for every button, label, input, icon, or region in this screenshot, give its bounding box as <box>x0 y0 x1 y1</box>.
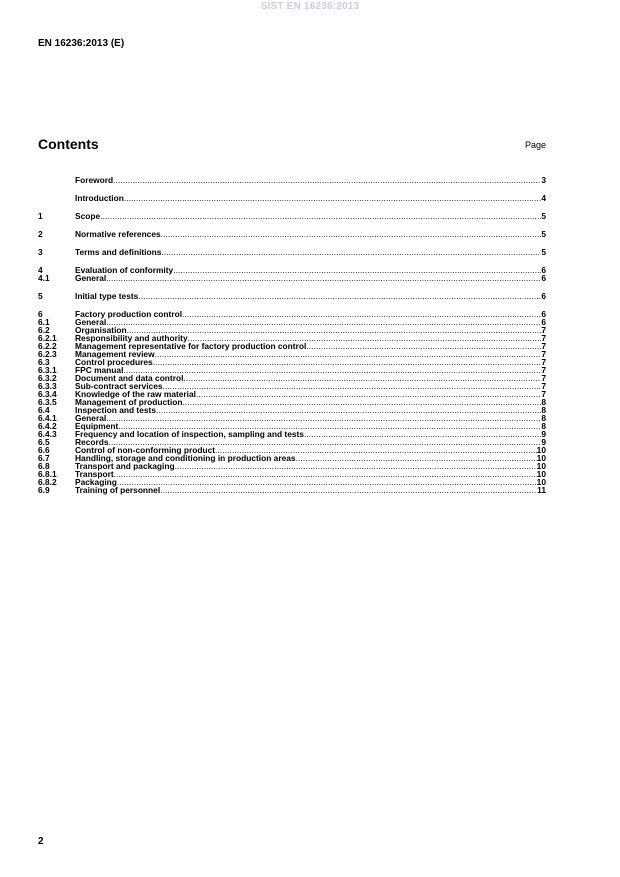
toc-entry-title: Transport and packaging <box>75 461 175 471</box>
toc-entry-page: 7 <box>541 381 546 391</box>
toc-entry-number: 6.3.1 <box>38 365 57 375</box>
document-id-header: EN 16236:2013 (E) <box>38 38 125 49</box>
toc-entry[interactable] <box>38 462 546 470</box>
toc-entry[interactable] <box>38 430 546 438</box>
toc-entry-page: 6 <box>541 265 546 275</box>
contents-heading: Contents <box>38 136 99 152</box>
toc-entry-page: 10 <box>536 445 546 455</box>
toc-entry-title: Equipment <box>75 421 119 431</box>
toc-entry[interactable] <box>38 266 546 274</box>
toc-entry-title: Scope <box>75 211 101 221</box>
toc-entry-page: 11 <box>537 485 546 495</box>
toc-entry-title: General <box>75 317 107 327</box>
toc-dot-leader <box>173 266 541 274</box>
toc-entry-title: Packaging <box>75 477 117 487</box>
toc-entry-page: 7 <box>541 389 546 399</box>
toc-entry-number: 6.3.5 <box>38 397 57 407</box>
toc-entry-page: 10 <box>536 469 546 479</box>
toc-entry-page: 7 <box>541 365 546 375</box>
toc-entry-number: 6.9 <box>38 485 50 495</box>
toc-entry-number: 6.4.3 <box>38 429 57 439</box>
toc-dot-leader <box>127 326 542 334</box>
toc-entry-title: Normative references <box>75 229 161 239</box>
toc-entry-page: 7 <box>541 373 546 383</box>
toc-dot-leader <box>106 318 541 326</box>
toc-entry-number: 6.4.1 <box>38 413 57 423</box>
toc-entry-page: 8 <box>541 405 546 415</box>
toc-entry-title: FPC manual <box>75 365 124 375</box>
toc-dot-leader <box>304 430 541 438</box>
toc-entry-number: 6.8.2 <box>38 477 57 487</box>
toc-entry-title: Training of personnel <box>75 485 161 495</box>
toc-entry-number: 5 <box>38 291 43 301</box>
toc-entry[interactable] <box>38 230 546 238</box>
toc-dot-leader <box>114 470 537 478</box>
toc-dot-leader <box>106 274 541 282</box>
toc-entry-number: 6.2 <box>38 325 50 335</box>
toc-entry[interactable] <box>38 212 546 220</box>
page-number: 2 <box>38 836 44 847</box>
toc-dot-leader <box>163 382 542 390</box>
toc-dot-leader <box>175 462 537 470</box>
toc-entry-number: 4 <box>38 265 43 275</box>
toc-entry-title: Control procedures <box>75 357 153 367</box>
toc-entry-title: Control of non-conforming product <box>75 445 216 455</box>
toc-entry-title: Sub-contract services <box>75 381 163 391</box>
toc-entry-title: Transport <box>75 469 114 479</box>
toc-entry[interactable] <box>38 194 546 202</box>
toc-dot-leader <box>160 486 537 494</box>
toc-entry-title: Frequency and location of inspection, sampling and tests <box>75 429 304 439</box>
toc-dot-leader <box>106 414 541 422</box>
toc-entry[interactable] <box>38 310 546 318</box>
toc-entry-page: 5 <box>541 229 546 239</box>
toc-dot-leader <box>182 310 541 318</box>
toc-entry-number: 2 <box>38 229 43 239</box>
toc-entry[interactable] <box>38 176 546 184</box>
toc-dot-leader <box>156 406 541 414</box>
toc-dot-leader <box>182 398 541 406</box>
toc-entry-title: Records <box>75 437 109 447</box>
toc-entry-page: 7 <box>541 333 546 343</box>
toc-entry-number: 6.3 <box>38 357 50 367</box>
toc-entry-number: 6.2.1 <box>38 333 57 343</box>
toc-entry-number: 6.3.3 <box>38 381 57 391</box>
toc-entry-page: 7 <box>541 341 546 351</box>
toc-entry-number: 6.4 <box>38 405 50 415</box>
toc-dot-leader <box>196 390 541 398</box>
toc-entry-page: 10 <box>536 461 546 471</box>
toc-dot-leader <box>123 366 541 374</box>
toc-entry-number: 3 <box>38 247 43 257</box>
toc-entry-title: Terms and definitions <box>75 247 162 257</box>
toc-entry-title: Document and data control <box>75 373 184 383</box>
toc-entry-page: 6 <box>541 309 546 319</box>
toc-entry-title: Factory production control <box>75 309 183 319</box>
toc-entry[interactable] <box>38 406 546 414</box>
toc-entry-page: 4 <box>541 193 546 203</box>
toc-entry-page: 10 <box>536 453 546 463</box>
toc-entry-title: Initial type tests <box>75 291 139 301</box>
toc-entry-page: 7 <box>541 349 546 359</box>
toc-entry-page: 7 <box>541 325 546 335</box>
toc-dot-leader <box>161 230 542 238</box>
toc-entry-title: Evaluation of conformity <box>75 265 174 275</box>
toc-dot-leader <box>100 212 541 220</box>
toc-entry-number: 6 <box>38 309 43 319</box>
toc-entry-page: 8 <box>541 397 546 407</box>
toc-dot-leader <box>124 194 541 202</box>
toc-entry-page: 5 <box>541 211 546 221</box>
toc-entry-number: 4.1 <box>38 273 50 283</box>
toc-entry-page: 6 <box>541 273 546 283</box>
toc-entry-number: 6.5 <box>38 437 50 447</box>
toc-entry-number: 6.7 <box>38 453 50 463</box>
toc-entry-page: 6 <box>541 317 546 327</box>
toc-dot-leader <box>306 342 541 350</box>
table-of-contents <box>38 176 546 494</box>
toc-entry-title: Introduction <box>75 193 124 203</box>
toc-dot-leader <box>138 292 541 300</box>
toc-entry-number: 6.2.2 <box>38 341 57 351</box>
toc-dot-leader <box>183 374 541 382</box>
toc-entry-number: 6.3.2 <box>38 373 57 383</box>
toc-dot-leader <box>113 176 541 184</box>
toc-entry-number: 1 <box>38 211 43 221</box>
toc-entry-page: 9 <box>541 429 546 439</box>
toc-entry-title: Inspection and tests <box>75 405 156 415</box>
toc-entry[interactable] <box>38 486 546 494</box>
toc-dot-leader <box>117 478 537 486</box>
toc-entry-title: Organisation <box>75 325 127 335</box>
toc-entry-number: 6.6 <box>38 445 50 455</box>
toc-entry-title: Knowledge of the raw material <box>75 389 196 399</box>
toc-entry-number: 6.8.1 <box>38 469 57 479</box>
toc-entry-number: 6.3.4 <box>38 389 57 399</box>
toc-entry-title: Management representative for factory production control <box>75 341 307 351</box>
toc-entry[interactable] <box>38 248 546 256</box>
toc-entry-page: 7 <box>541 357 546 367</box>
toc-entry-number: 6.8 <box>38 461 50 471</box>
toc-entry-page: 8 <box>541 413 546 423</box>
toc-entry-page: 9 <box>541 437 546 447</box>
toc-dot-leader <box>296 454 537 462</box>
toc-dot-leader <box>161 248 541 256</box>
toc-entry-page: 5 <box>541 247 546 257</box>
toc-entry-number: 6.4.2 <box>38 421 57 431</box>
toc-entry[interactable] <box>38 292 546 300</box>
toc-entry-number: 6.2.3 <box>38 349 57 359</box>
toc-entry-page: 10 <box>536 477 546 487</box>
toc-dot-leader <box>153 358 542 366</box>
toc-entry-title: General <box>75 413 107 423</box>
toc-entry-title: Management review <box>75 349 155 359</box>
toc-entry-title: General <box>75 273 107 283</box>
toc-entry-page: 6 <box>541 291 546 301</box>
toc-entry-page: 3 <box>541 175 546 185</box>
toc-entry-title: Handling, storage and conditioning in production areas <box>75 453 296 463</box>
toc-dot-leader <box>155 350 542 358</box>
toc-entry-number: 6.1 <box>38 317 50 327</box>
toc-entry-page: 8 <box>541 421 546 431</box>
watermark: SIST EN 16236:2013 <box>260 1 360 12</box>
toc-entry-title: Management of production <box>75 397 183 407</box>
toc-entry-title: Foreword <box>75 175 114 185</box>
toc-entry[interactable] <box>38 274 546 282</box>
page-column-label: Page <box>524 140 546 150</box>
toc-entry-title: Responsibility and authority <box>75 333 188 343</box>
